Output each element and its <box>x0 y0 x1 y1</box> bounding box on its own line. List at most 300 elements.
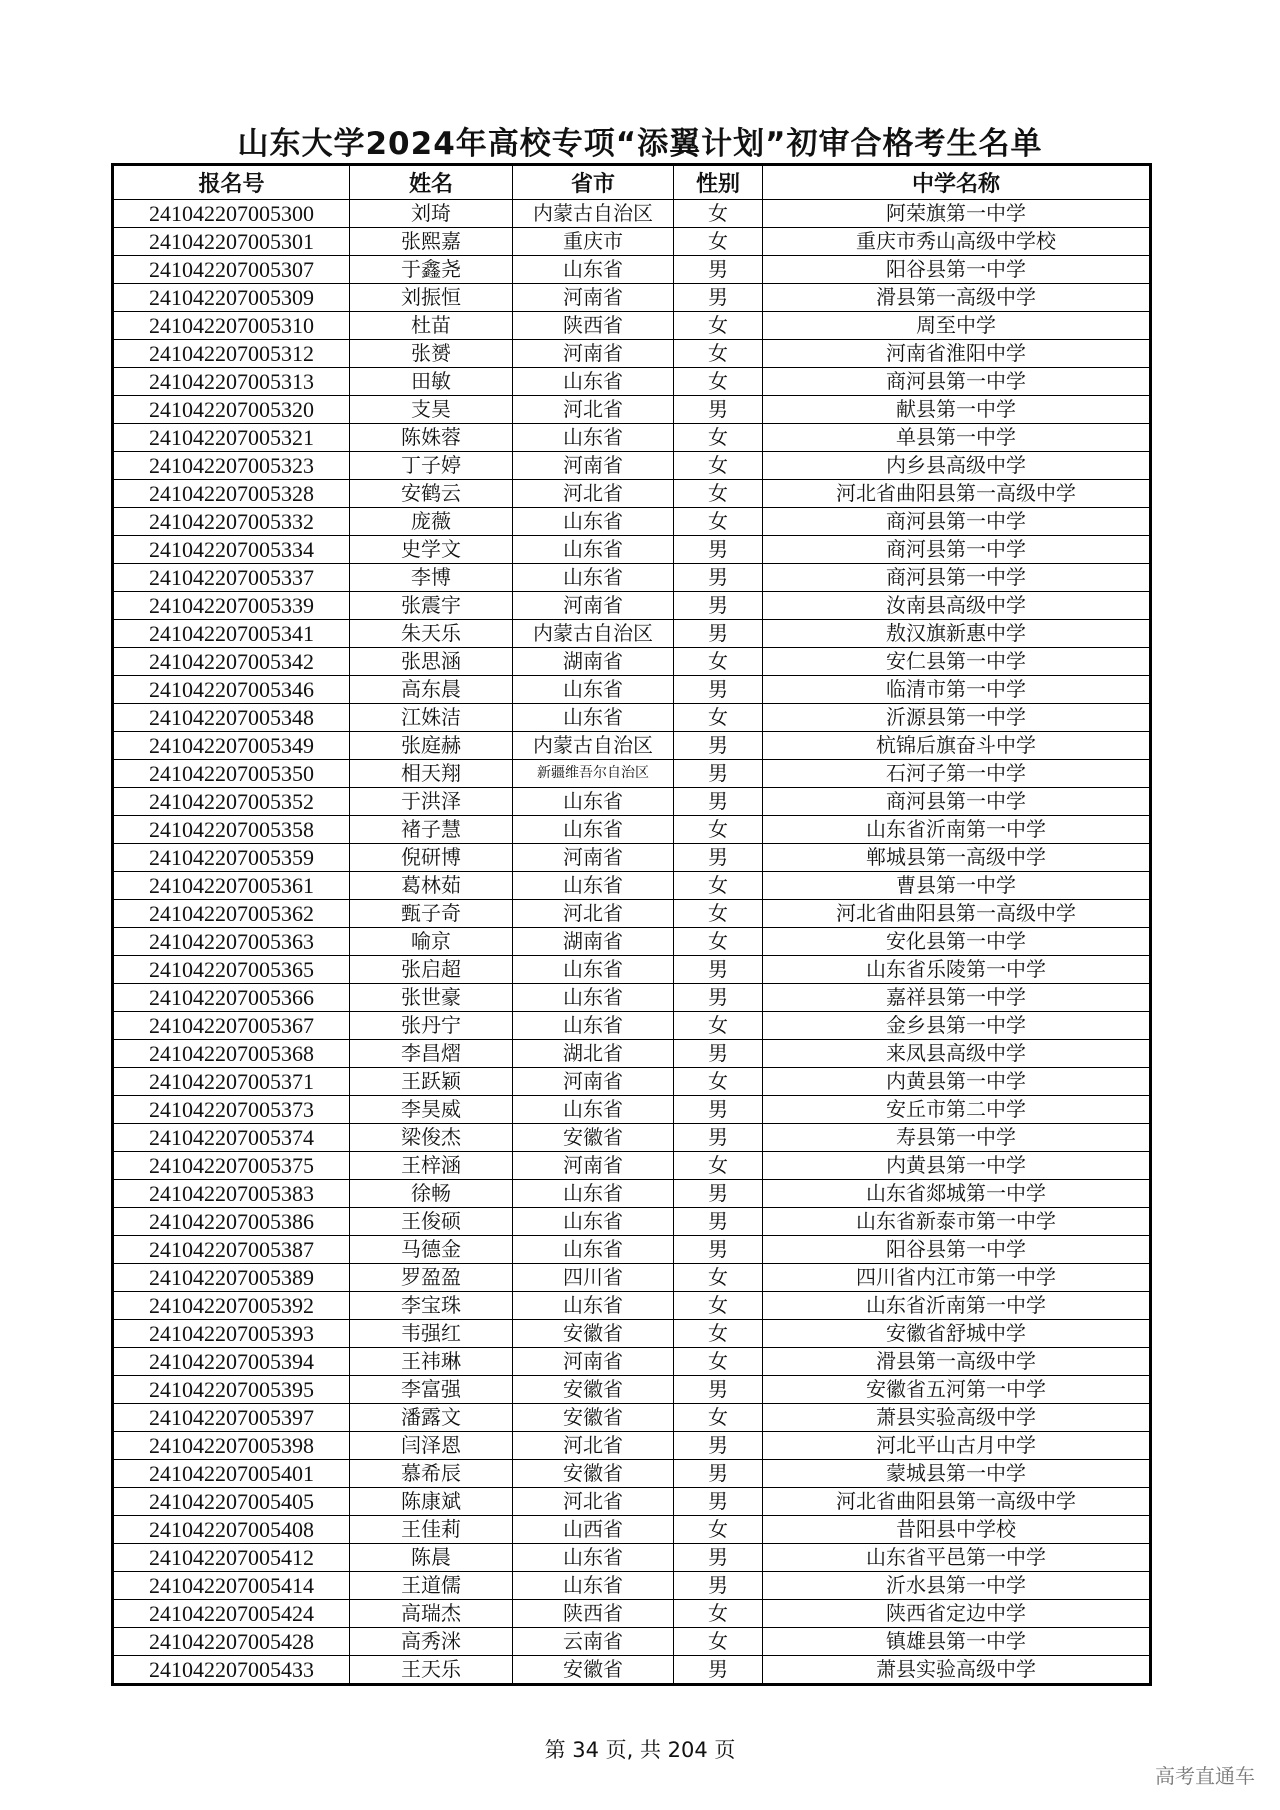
gender-cell: 男 <box>674 788 763 816</box>
province-cell: 山东省 <box>513 368 674 396</box>
province-cell: 山东省 <box>513 816 674 844</box>
school-name-cell: 四川省内江市第一中学 <box>763 1264 1151 1292</box>
table-row <box>113 256 1151 284</box>
student-name-cell: 相天翔 <box>350 760 513 788</box>
registration-number-cell: 241042207005334 <box>113 536 350 564</box>
student-name-cell: 梁俊杰 <box>350 1124 513 1152</box>
gender-cell: 女 <box>674 704 763 732</box>
school-name-cell: 阿荣旗第一中学 <box>763 200 1151 228</box>
school-name-cell: 金乡县第一中学 <box>763 1012 1151 1040</box>
province-cell: 河南省 <box>513 1068 674 1096</box>
student-name-cell: 韦强红 <box>350 1320 513 1348</box>
table-row <box>113 228 1151 256</box>
gender-cell: 女 <box>674 872 763 900</box>
table-row <box>113 788 1151 816</box>
registration-number-cell: 241042207005320 <box>113 396 350 424</box>
province-cell: 安徽省 <box>513 1460 674 1488</box>
school-name-cell: 嘉祥县第一中学 <box>763 984 1151 1012</box>
school-name-cell: 商河县第一中学 <box>763 788 1151 816</box>
gender-cell: 男 <box>674 284 763 312</box>
province-cell: 河南省 <box>513 340 674 368</box>
student-name-cell: 张震宇 <box>350 592 513 620</box>
school-name-cell: 滑县第一高级中学 <box>763 284 1151 312</box>
table-row <box>113 368 1151 396</box>
registration-number-cell: 241042207005414 <box>113 1572 350 1600</box>
table-row <box>113 1124 1151 1152</box>
province-cell: 山东省 <box>513 1236 674 1264</box>
registration-number-cell: 241042207005350 <box>113 760 350 788</box>
registration-number-cell: 241042207005405 <box>113 1488 350 1516</box>
student-name-cell: 于鑫尧 <box>350 256 513 284</box>
province-cell: 山东省 <box>513 1096 674 1124</box>
school-name-cell: 寿县第一中学 <box>763 1124 1151 1152</box>
gender-cell: 女 <box>674 1264 763 1292</box>
table-row <box>113 1320 1151 1348</box>
table-row <box>113 1404 1151 1432</box>
registration-number-cell: 241042207005348 <box>113 704 350 732</box>
table-row <box>113 1600 1151 1628</box>
school-name-cell: 山东省郯城第一中学 <box>763 1180 1151 1208</box>
registration-number-cell: 241042207005395 <box>113 1376 350 1404</box>
school-name-cell: 内黄县第一中学 <box>763 1068 1151 1096</box>
registration-number-cell: 241042207005332 <box>113 508 350 536</box>
school-name-cell: 商河县第一中学 <box>763 368 1151 396</box>
registration-number-cell: 241042207005323 <box>113 452 350 480</box>
gender-cell: 男 <box>674 1432 763 1460</box>
province-cell: 四川省 <box>513 1264 674 1292</box>
gender-cell: 男 <box>674 536 763 564</box>
student-name-cell: 张熙嘉 <box>350 228 513 256</box>
registration-number-cell: 241042207005342 <box>113 648 350 676</box>
province-cell: 湖南省 <box>513 928 674 956</box>
province-cell: 山东省 <box>513 676 674 704</box>
registration-number-cell: 241042207005365 <box>113 956 350 984</box>
registration-number-cell: 241042207005321 <box>113 424 350 452</box>
province-cell: 河南省 <box>513 1152 674 1180</box>
province-cell: 安徽省 <box>513 1124 674 1152</box>
school-name-cell: 商河县第一中学 <box>763 536 1151 564</box>
province-cell: 陕西省 <box>513 312 674 340</box>
gender-cell: 女 <box>674 1600 763 1628</box>
school-name-cell: 沂源县第一中学 <box>763 704 1151 732</box>
student-name-cell: 李昌熠 <box>350 1040 513 1068</box>
table-row <box>113 312 1151 340</box>
province-cell: 山东省 <box>513 1180 674 1208</box>
student-name-cell: 闫泽恩 <box>350 1432 513 1460</box>
school-name-cell: 阳谷县第一中学 <box>763 1236 1151 1264</box>
gender-cell: 男 <box>674 1488 763 1516</box>
student-name-cell: 喻京 <box>350 928 513 956</box>
registration-number-cell: 241042207005412 <box>113 1544 350 1572</box>
student-name-cell: 于洪泽 <box>350 788 513 816</box>
province-cell: 河北省 <box>513 900 674 928</box>
student-name-cell: 陈康斌 <box>350 1488 513 1516</box>
gender-cell: 女 <box>674 1516 763 1544</box>
student-name-cell: 丁子婷 <box>350 452 513 480</box>
table-row <box>113 340 1151 368</box>
student-name-cell: 王道儒 <box>350 1572 513 1600</box>
student-name-cell: 杜苗 <box>350 312 513 340</box>
table-row <box>113 1460 1151 1488</box>
province-cell: 安徽省 <box>513 1656 674 1685</box>
registration-number-cell: 241042207005309 <box>113 284 350 312</box>
student-name-cell: 王佳莉 <box>350 1516 513 1544</box>
header-name: 姓名 <box>350 165 513 200</box>
gender-cell: 男 <box>674 1656 763 1685</box>
student-name-cell: 慕希辰 <box>350 1460 513 1488</box>
school-name-cell: 商河县第一中学 <box>763 508 1151 536</box>
table-row <box>113 984 1151 1012</box>
student-name-cell: 潘露文 <box>350 1404 513 1432</box>
student-name-cell: 李昊威 <box>350 1096 513 1124</box>
table-row <box>113 1572 1151 1600</box>
school-name-cell: 安丘市第二中学 <box>763 1096 1151 1124</box>
school-name-cell: 单县第一中学 <box>763 424 1151 452</box>
school-name-cell: 河北省曲阳县第一高级中学 <box>763 900 1151 928</box>
school-name-cell: 安化县第一中学 <box>763 928 1151 956</box>
registration-number-cell: 241042207005307 <box>113 256 350 284</box>
registration-number-cell: 241042207005339 <box>113 592 350 620</box>
school-name-cell: 重庆市秀山高级中学校 <box>763 228 1151 256</box>
gender-cell: 女 <box>674 424 763 452</box>
school-name-cell: 陕西省定边中学 <box>763 1600 1151 1628</box>
table-row <box>113 900 1151 928</box>
province-cell: 山东省 <box>513 704 674 732</box>
gender-cell: 女 <box>674 816 763 844</box>
school-name-cell: 山东省平邑第一中学 <box>763 1544 1151 1572</box>
registration-number-cell: 241042207005393 <box>113 1320 350 1348</box>
province-cell: 山东省 <box>513 872 674 900</box>
school-name-cell: 献县第一中学 <box>763 396 1151 424</box>
school-name-cell: 河北省曲阳县第一高级中学 <box>763 1488 1151 1516</box>
school-name-cell: 山东省沂南第一中学 <box>763 1292 1151 1320</box>
gender-cell: 男 <box>674 1460 763 1488</box>
gender-cell: 男 <box>674 844 763 872</box>
registration-number-cell: 241042207005313 <box>113 368 350 396</box>
student-name-cell: 徐畅 <box>350 1180 513 1208</box>
table-header-row <box>113 165 1151 200</box>
student-name-cell: 刘琦 <box>350 200 513 228</box>
province-cell: 山东省 <box>513 508 674 536</box>
province-cell: 山东省 <box>513 564 674 592</box>
province-cell: 山西省 <box>513 1516 674 1544</box>
registration-number-cell: 241042207005359 <box>113 844 350 872</box>
gender-cell: 女 <box>674 928 763 956</box>
province-cell: 山东省 <box>513 1572 674 1600</box>
province-cell: 重庆市 <box>513 228 674 256</box>
table-row <box>113 1152 1151 1180</box>
school-name-cell: 萧县实验高级中学 <box>763 1404 1151 1432</box>
gender-cell: 女 <box>674 1152 763 1180</box>
student-name-cell: 王天乐 <box>350 1656 513 1685</box>
province-cell: 河南省 <box>513 452 674 480</box>
table-row <box>113 676 1151 704</box>
gender-cell: 女 <box>674 480 763 508</box>
registration-number-cell: 241042207005312 <box>113 340 350 368</box>
table-row <box>113 1628 1151 1656</box>
school-name-cell: 内黄县第一中学 <box>763 1152 1151 1180</box>
school-name-cell: 滑县第一高级中学 <box>763 1348 1151 1376</box>
registration-number-cell: 241042207005428 <box>113 1628 350 1656</box>
table-body <box>113 200 1151 1685</box>
school-name-cell: 汝南县高级中学 <box>763 592 1151 620</box>
student-name-cell: 张赟 <box>350 340 513 368</box>
table-row <box>113 1292 1151 1320</box>
registration-number-cell: 241042207005362 <box>113 900 350 928</box>
gender-cell: 男 <box>674 564 763 592</box>
registration-number-cell: 241042207005368 <box>113 1040 350 1068</box>
gender-cell: 男 <box>674 760 763 788</box>
student-name-cell: 庞薇 <box>350 508 513 536</box>
table-row <box>113 1180 1151 1208</box>
registration-number-cell: 241042207005374 <box>113 1124 350 1152</box>
table-row <box>113 732 1151 760</box>
registration-number-cell: 241042207005367 <box>113 1012 350 1040</box>
school-name-cell: 商河县第一中学 <box>763 564 1151 592</box>
province-cell: 安徽省 <box>513 1320 674 1348</box>
watermark: 高考直通车 <box>1155 1764 1255 1788</box>
registration-number-cell: 241042207005337 <box>113 564 350 592</box>
table-row <box>113 1236 1151 1264</box>
registration-number-cell: 241042207005397 <box>113 1404 350 1432</box>
gender-cell: 男 <box>674 592 763 620</box>
table-row <box>113 1040 1151 1068</box>
gender-cell: 男 <box>674 256 763 284</box>
table-row <box>113 1012 1151 1040</box>
student-name-cell: 朱天乐 <box>350 620 513 648</box>
province-cell: 河北省 <box>513 1432 674 1460</box>
student-name-cell: 马德金 <box>350 1236 513 1264</box>
registration-number-cell: 241042207005352 <box>113 788 350 816</box>
table-row <box>113 1096 1151 1124</box>
table-row <box>113 1544 1151 1572</box>
table-row <box>113 1432 1151 1460</box>
registration-number-cell: 241042207005300 <box>113 200 350 228</box>
gender-cell: 女 <box>674 340 763 368</box>
school-name-cell: 河北省曲阳县第一高级中学 <box>763 480 1151 508</box>
gender-cell: 男 <box>674 1208 763 1236</box>
province-cell: 山东省 <box>513 536 674 564</box>
gender-cell: 女 <box>674 312 763 340</box>
gender-cell: 女 <box>674 200 763 228</box>
province-cell: 陕西省 <box>513 1600 674 1628</box>
gender-cell: 男 <box>674 1096 763 1124</box>
province-cell: 安徽省 <box>513 1404 674 1432</box>
table-row <box>113 1264 1151 1292</box>
table-row <box>113 1376 1151 1404</box>
gender-cell: 男 <box>674 732 763 760</box>
school-name-cell: 山东省乐陵第一中学 <box>763 956 1151 984</box>
school-name-cell: 郸城县第一高级中学 <box>763 844 1151 872</box>
gender-cell: 女 <box>674 1012 763 1040</box>
school-name-cell: 蒙城县第一中学 <box>763 1460 1151 1488</box>
province-cell: 山东省 <box>513 984 674 1012</box>
student-name-cell: 张启超 <box>350 956 513 984</box>
registration-number-cell: 241042207005424 <box>113 1600 350 1628</box>
province-cell: 河南省 <box>513 284 674 312</box>
table-row <box>113 452 1151 480</box>
student-name-cell: 高秀洣 <box>350 1628 513 1656</box>
gender-cell: 女 <box>674 900 763 928</box>
province-cell: 云南省 <box>513 1628 674 1656</box>
school-name-cell: 敖汉旗新惠中学 <box>763 620 1151 648</box>
table-row <box>113 564 1151 592</box>
gender-cell: 女 <box>674 452 763 480</box>
table-row <box>113 508 1151 536</box>
school-name-cell: 阳谷县第一中学 <box>763 256 1151 284</box>
gender-cell: 女 <box>674 1320 763 1348</box>
registration-number-cell: 241042207005394 <box>113 1348 350 1376</box>
gender-cell: 女 <box>674 508 763 536</box>
candidate-table <box>111 163 1152 1686</box>
student-name-cell: 王跃颖 <box>350 1068 513 1096</box>
school-name-cell: 萧县实验高级中学 <box>763 1656 1151 1685</box>
school-name-cell: 河北平山古月中学 <box>763 1432 1151 1460</box>
gender-cell: 女 <box>674 228 763 256</box>
province-cell: 河南省 <box>513 1348 674 1376</box>
student-name-cell: 陈姝蓉 <box>350 424 513 452</box>
province-cell: 山东省 <box>513 788 674 816</box>
student-name-cell: 王梓涵 <box>350 1152 513 1180</box>
province-cell: 山东省 <box>513 256 674 284</box>
student-name-cell: 田敏 <box>350 368 513 396</box>
school-name-cell: 安徽省五河第一中学 <box>763 1376 1151 1404</box>
registration-number-cell: 241042207005310 <box>113 312 350 340</box>
school-name-cell: 山东省沂南第一中学 <box>763 816 1151 844</box>
registration-number-cell: 241042207005366 <box>113 984 350 1012</box>
province-cell: 河北省 <box>513 1488 674 1516</box>
registration-number-cell: 241042207005301 <box>113 228 350 256</box>
table-row <box>113 1516 1151 1544</box>
table-row <box>113 536 1151 564</box>
school-name-cell: 内乡县高级中学 <box>763 452 1151 480</box>
school-name-cell: 石河子第一中学 <box>763 760 1151 788</box>
student-name-cell: 王祎琳 <box>350 1348 513 1376</box>
table-row <box>113 956 1151 984</box>
student-name-cell: 李博 <box>350 564 513 592</box>
table-row <box>113 760 1151 788</box>
gender-cell: 男 <box>674 1040 763 1068</box>
student-name-cell: 张思涵 <box>350 648 513 676</box>
province-cell: 内蒙古自治区 <box>513 200 674 228</box>
gender-cell: 女 <box>674 1068 763 1096</box>
gender-cell: 男 <box>674 984 763 1012</box>
gender-cell: 男 <box>674 1180 763 1208</box>
student-name-cell: 江姝洁 <box>350 704 513 732</box>
registration-number-cell: 241042207005346 <box>113 676 350 704</box>
student-name-cell: 罗盈盈 <box>350 1264 513 1292</box>
province-cell: 湖南省 <box>513 648 674 676</box>
header-gender: 性别 <box>674 165 763 200</box>
student-name-cell: 史学文 <box>350 536 513 564</box>
registration-number-cell: 241042207005361 <box>113 872 350 900</box>
student-name-cell: 张世豪 <box>350 984 513 1012</box>
table-row <box>113 620 1151 648</box>
gender-cell: 男 <box>674 620 763 648</box>
table-row <box>113 200 1151 228</box>
registration-number-cell: 241042207005401 <box>113 1460 350 1488</box>
student-name-cell: 褚子慧 <box>350 816 513 844</box>
province-cell: 河南省 <box>513 844 674 872</box>
registration-number-cell: 241042207005386 <box>113 1208 350 1236</box>
student-name-cell: 高瑞杰 <box>350 1600 513 1628</box>
registration-number-cell: 241042207005383 <box>113 1180 350 1208</box>
province-cell: 新疆维吾尔自治区 <box>513 760 674 788</box>
school-name-cell: 安仁县第一中学 <box>763 648 1151 676</box>
gender-cell: 女 <box>674 648 763 676</box>
table-row <box>113 284 1151 312</box>
province-cell: 安徽省 <box>513 1376 674 1404</box>
student-name-cell: 张丹宁 <box>350 1012 513 1040</box>
province-cell: 山东省 <box>513 1208 674 1236</box>
registration-number-cell: 241042207005387 <box>113 1236 350 1264</box>
registration-number-cell: 241042207005389 <box>113 1264 350 1292</box>
table-row <box>113 424 1151 452</box>
gender-cell: 男 <box>674 1572 763 1600</box>
student-name-cell: 王俊硕 <box>350 1208 513 1236</box>
school-name-cell: 曹县第一中学 <box>763 872 1151 900</box>
table-row <box>113 1656 1151 1685</box>
header-school: 中学名称 <box>763 165 1151 200</box>
student-name-cell: 倪研博 <box>350 844 513 872</box>
gender-cell: 男 <box>674 956 763 984</box>
table-row <box>113 396 1151 424</box>
registration-number-cell: 241042207005373 <box>113 1096 350 1124</box>
page-number: 第 34 页, 共 204 页 <box>544 1738 736 1762</box>
registration-number-cell: 241042207005349 <box>113 732 350 760</box>
province-cell: 山东省 <box>513 1292 674 1320</box>
school-name-cell: 来凤县高级中学 <box>763 1040 1151 1068</box>
table-row <box>113 844 1151 872</box>
registration-number-cell: 241042207005398 <box>113 1432 350 1460</box>
gender-cell: 男 <box>674 1124 763 1152</box>
province-cell: 河北省 <box>513 480 674 508</box>
table-row <box>113 1488 1151 1516</box>
table-row <box>113 928 1151 956</box>
province-cell: 内蒙古自治区 <box>513 732 674 760</box>
registration-number-cell: 241042207005328 <box>113 480 350 508</box>
province-cell: 河南省 <box>513 592 674 620</box>
gender-cell: 女 <box>674 1628 763 1656</box>
table-row <box>113 704 1151 732</box>
gender-cell: 女 <box>674 1404 763 1432</box>
gender-cell: 男 <box>674 676 763 704</box>
school-name-cell: 昔阳县中学校 <box>763 1516 1151 1544</box>
gender-cell: 女 <box>674 1348 763 1376</box>
province-cell: 山东省 <box>513 1544 674 1572</box>
student-name-cell: 陈晨 <box>350 1544 513 1572</box>
student-name-cell: 李宝珠 <box>350 1292 513 1320</box>
registration-number-cell: 241042207005375 <box>113 1152 350 1180</box>
school-name-cell: 安徽省舒城中学 <box>763 1320 1151 1348</box>
school-name-cell: 山东省新泰市第一中学 <box>763 1208 1151 1236</box>
province-cell: 山东省 <box>513 1012 674 1040</box>
table-row <box>113 648 1151 676</box>
page-title: 山东大学2024年高校专项“添翼计划”初审合格考生名单 <box>237 126 1043 162</box>
student-name-cell: 李富强 <box>350 1376 513 1404</box>
table-row <box>113 1208 1151 1236</box>
student-name-cell: 甄子奇 <box>350 900 513 928</box>
student-name-cell: 支昊 <box>350 396 513 424</box>
school-name-cell: 临清市第一中学 <box>763 676 1151 704</box>
registration-number-cell: 241042207005433 <box>113 1656 350 1685</box>
header-registration-number: 报名号 <box>113 165 350 200</box>
gender-cell: 男 <box>674 1236 763 1264</box>
school-name-cell: 镇雄县第一中学 <box>763 1628 1151 1656</box>
province-cell: 山东省 <box>513 424 674 452</box>
province-cell: 湖北省 <box>513 1040 674 1068</box>
table-row <box>113 872 1151 900</box>
